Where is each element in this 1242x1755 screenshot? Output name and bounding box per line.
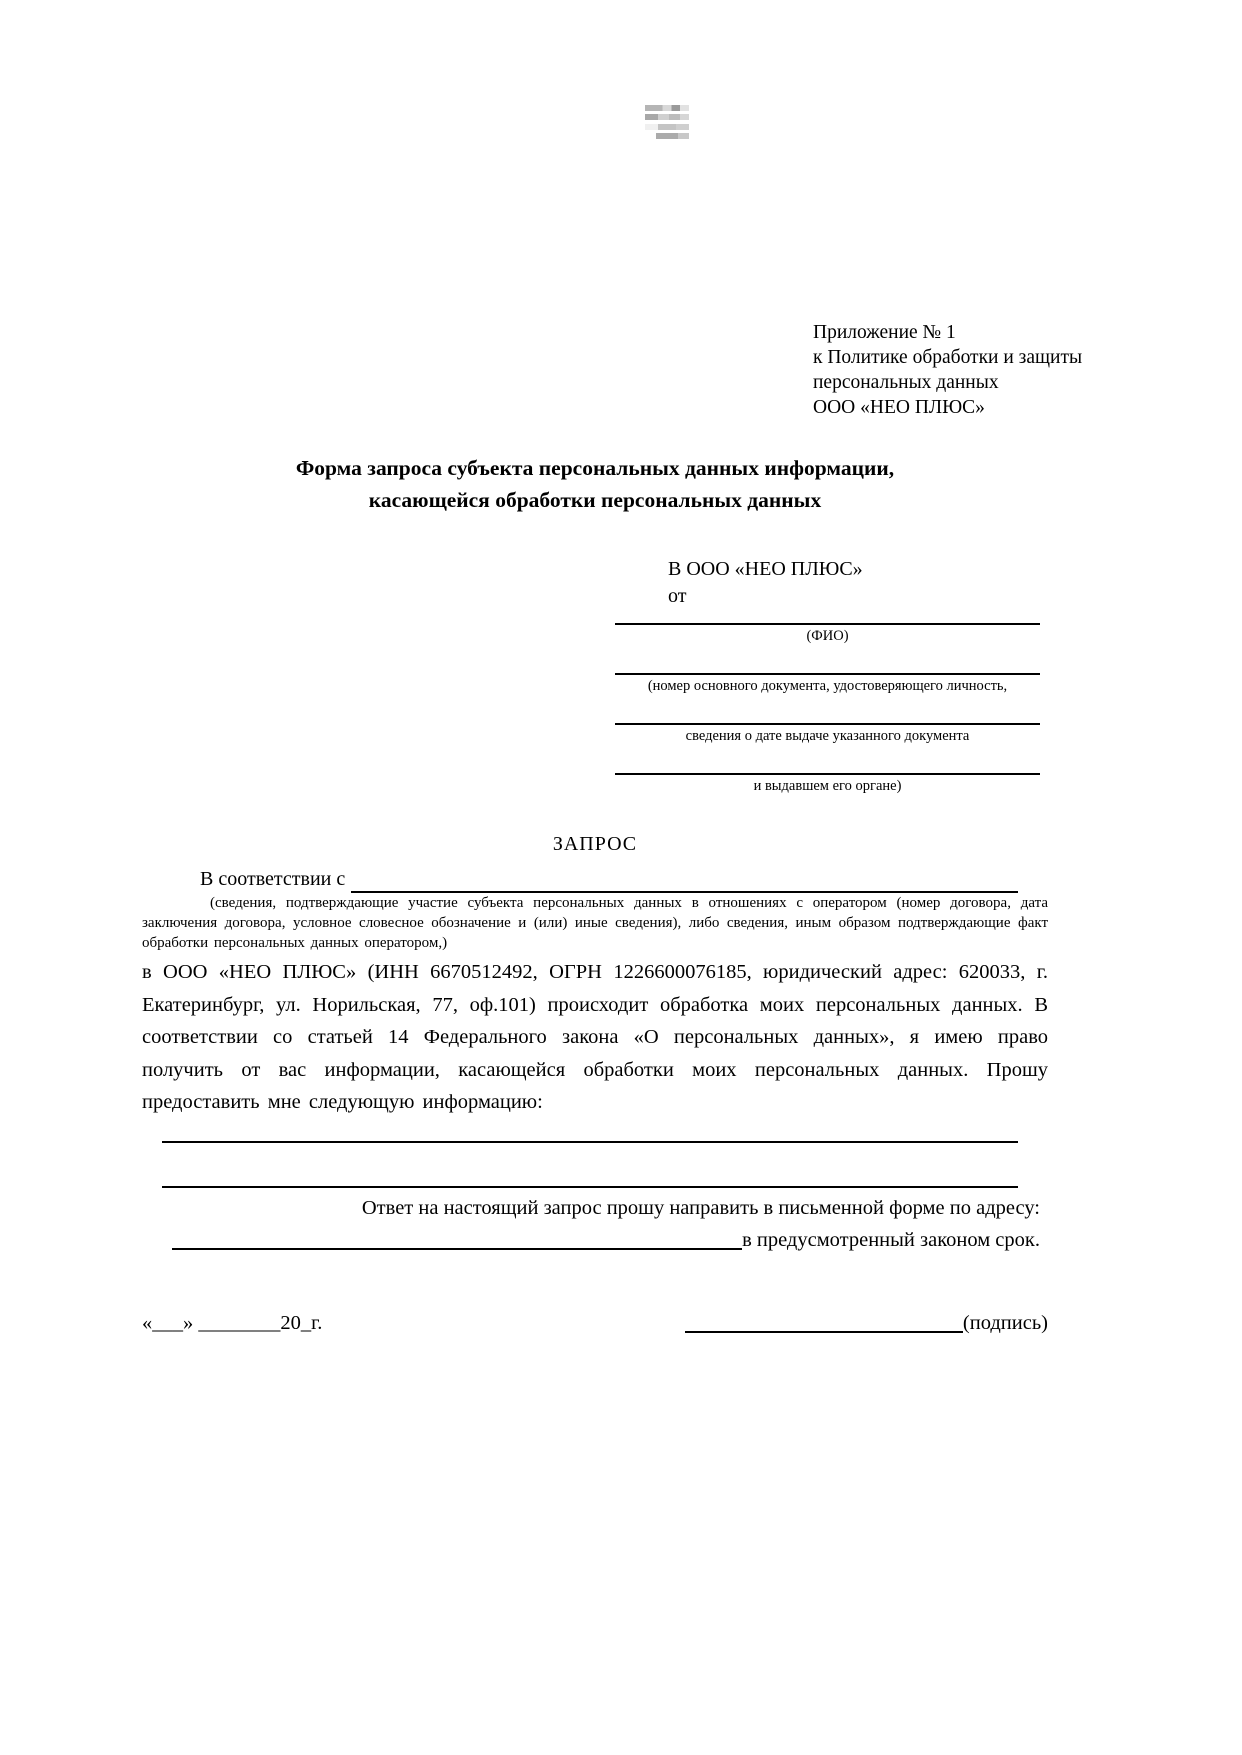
signature-caption: (подпись) (962, 1311, 1048, 1334)
appendix-line: к Политике обработки и защиты (813, 347, 1083, 368)
request-heading: ЗАПРОС (552, 833, 638, 855)
address-blank-line (172, 1227, 742, 1250)
fio-field (615, 623, 1040, 645)
appendix-block (813, 320, 1083, 420)
addressee-from: от (668, 585, 687, 607)
response-instruction-suffix: в предусмотренный законом срок. (742, 1228, 1040, 1251)
response-address-row (142, 1227, 1048, 1254)
fio-blank-line (615, 623, 1040, 625)
response-instruction: Ответ на настоящий запрос прошу направить в письменной форме по адресу: (361, 1196, 1040, 1219)
broken-image-stripe (645, 124, 689, 130)
document-number-blank-line (615, 673, 1040, 675)
request-intro-blank-line (351, 866, 1018, 893)
appendix-line: Приложение № 1 (813, 322, 956, 343)
signature-row (142, 1310, 1048, 1337)
broken-image-stripe (645, 133, 689, 139)
signature-blank-line (685, 1331, 963, 1333)
request-intro (142, 866, 1048, 893)
document-number-caption: (номер основного документа, удостоверяющего личность, (647, 678, 1008, 694)
request-intro-prefix: В соответствии с (200, 868, 346, 890)
issue-date-blank-line (615, 723, 1040, 725)
appendix-line: ООО «НЕО ПЛЮС» (813, 397, 985, 418)
broken-image-icon (645, 105, 689, 139)
addressee-to: В ООО «НЕО ПЛЮС» (668, 558, 863, 580)
addressee-block (615, 556, 1040, 795)
appendix-line: персональных данных (813, 372, 999, 393)
request-body: в ООО «НЕО ПЛЮС» (ИНН 6670512492, ОГРН 1226600076185, юридический адрес: 620033, г. Екатеринбург, ул. Норильская, 77, оф.101) происходит обработка моих персональных данных. В соответствии со статьей 14 Федерального закона «О персональных данных», я имею право получить от вас информации, касающейся обработки моих персональных данных. Прошу предоставить мне следующую информацию: (142, 961, 1048, 1113)
fio-caption: (ФИО) (806, 628, 849, 644)
document-title (142, 452, 1048, 516)
issue-date-field (615, 723, 1040, 745)
document-number-field (615, 673, 1040, 695)
issuing-authority-caption: и выдавшем его органе) (753, 778, 902, 794)
info-blank-line-2 (162, 1186, 1018, 1188)
issuing-authority-blank-line (615, 773, 1040, 775)
date-blank: «___» ________20_г. (142, 1311, 323, 1334)
broken-image-stripe (645, 114, 689, 120)
issuing-authority-field (615, 773, 1040, 795)
broken-image-stripe (645, 105, 689, 111)
signature-area (685, 1310, 1048, 1337)
document-title-line1: Форма запроса субъекта персональных данных информации, (295, 456, 895, 480)
request-footnote: (сведения, подтверждающие участие субъекта персональных данных в отношениях с оператором (номер договора, дата заключения договора, условное словесное обозначение и (или) иные сведения), либо сведения, иным образом подтверждающие факт обработки персональных данных оператором,) (142, 895, 1048, 951)
info-blank-line-1 (162, 1141, 1018, 1143)
issue-date-caption: сведения о дате выдаче указанного документа (685, 728, 970, 744)
document-title-line2: касающейся обработки персональных данных (368, 488, 822, 512)
